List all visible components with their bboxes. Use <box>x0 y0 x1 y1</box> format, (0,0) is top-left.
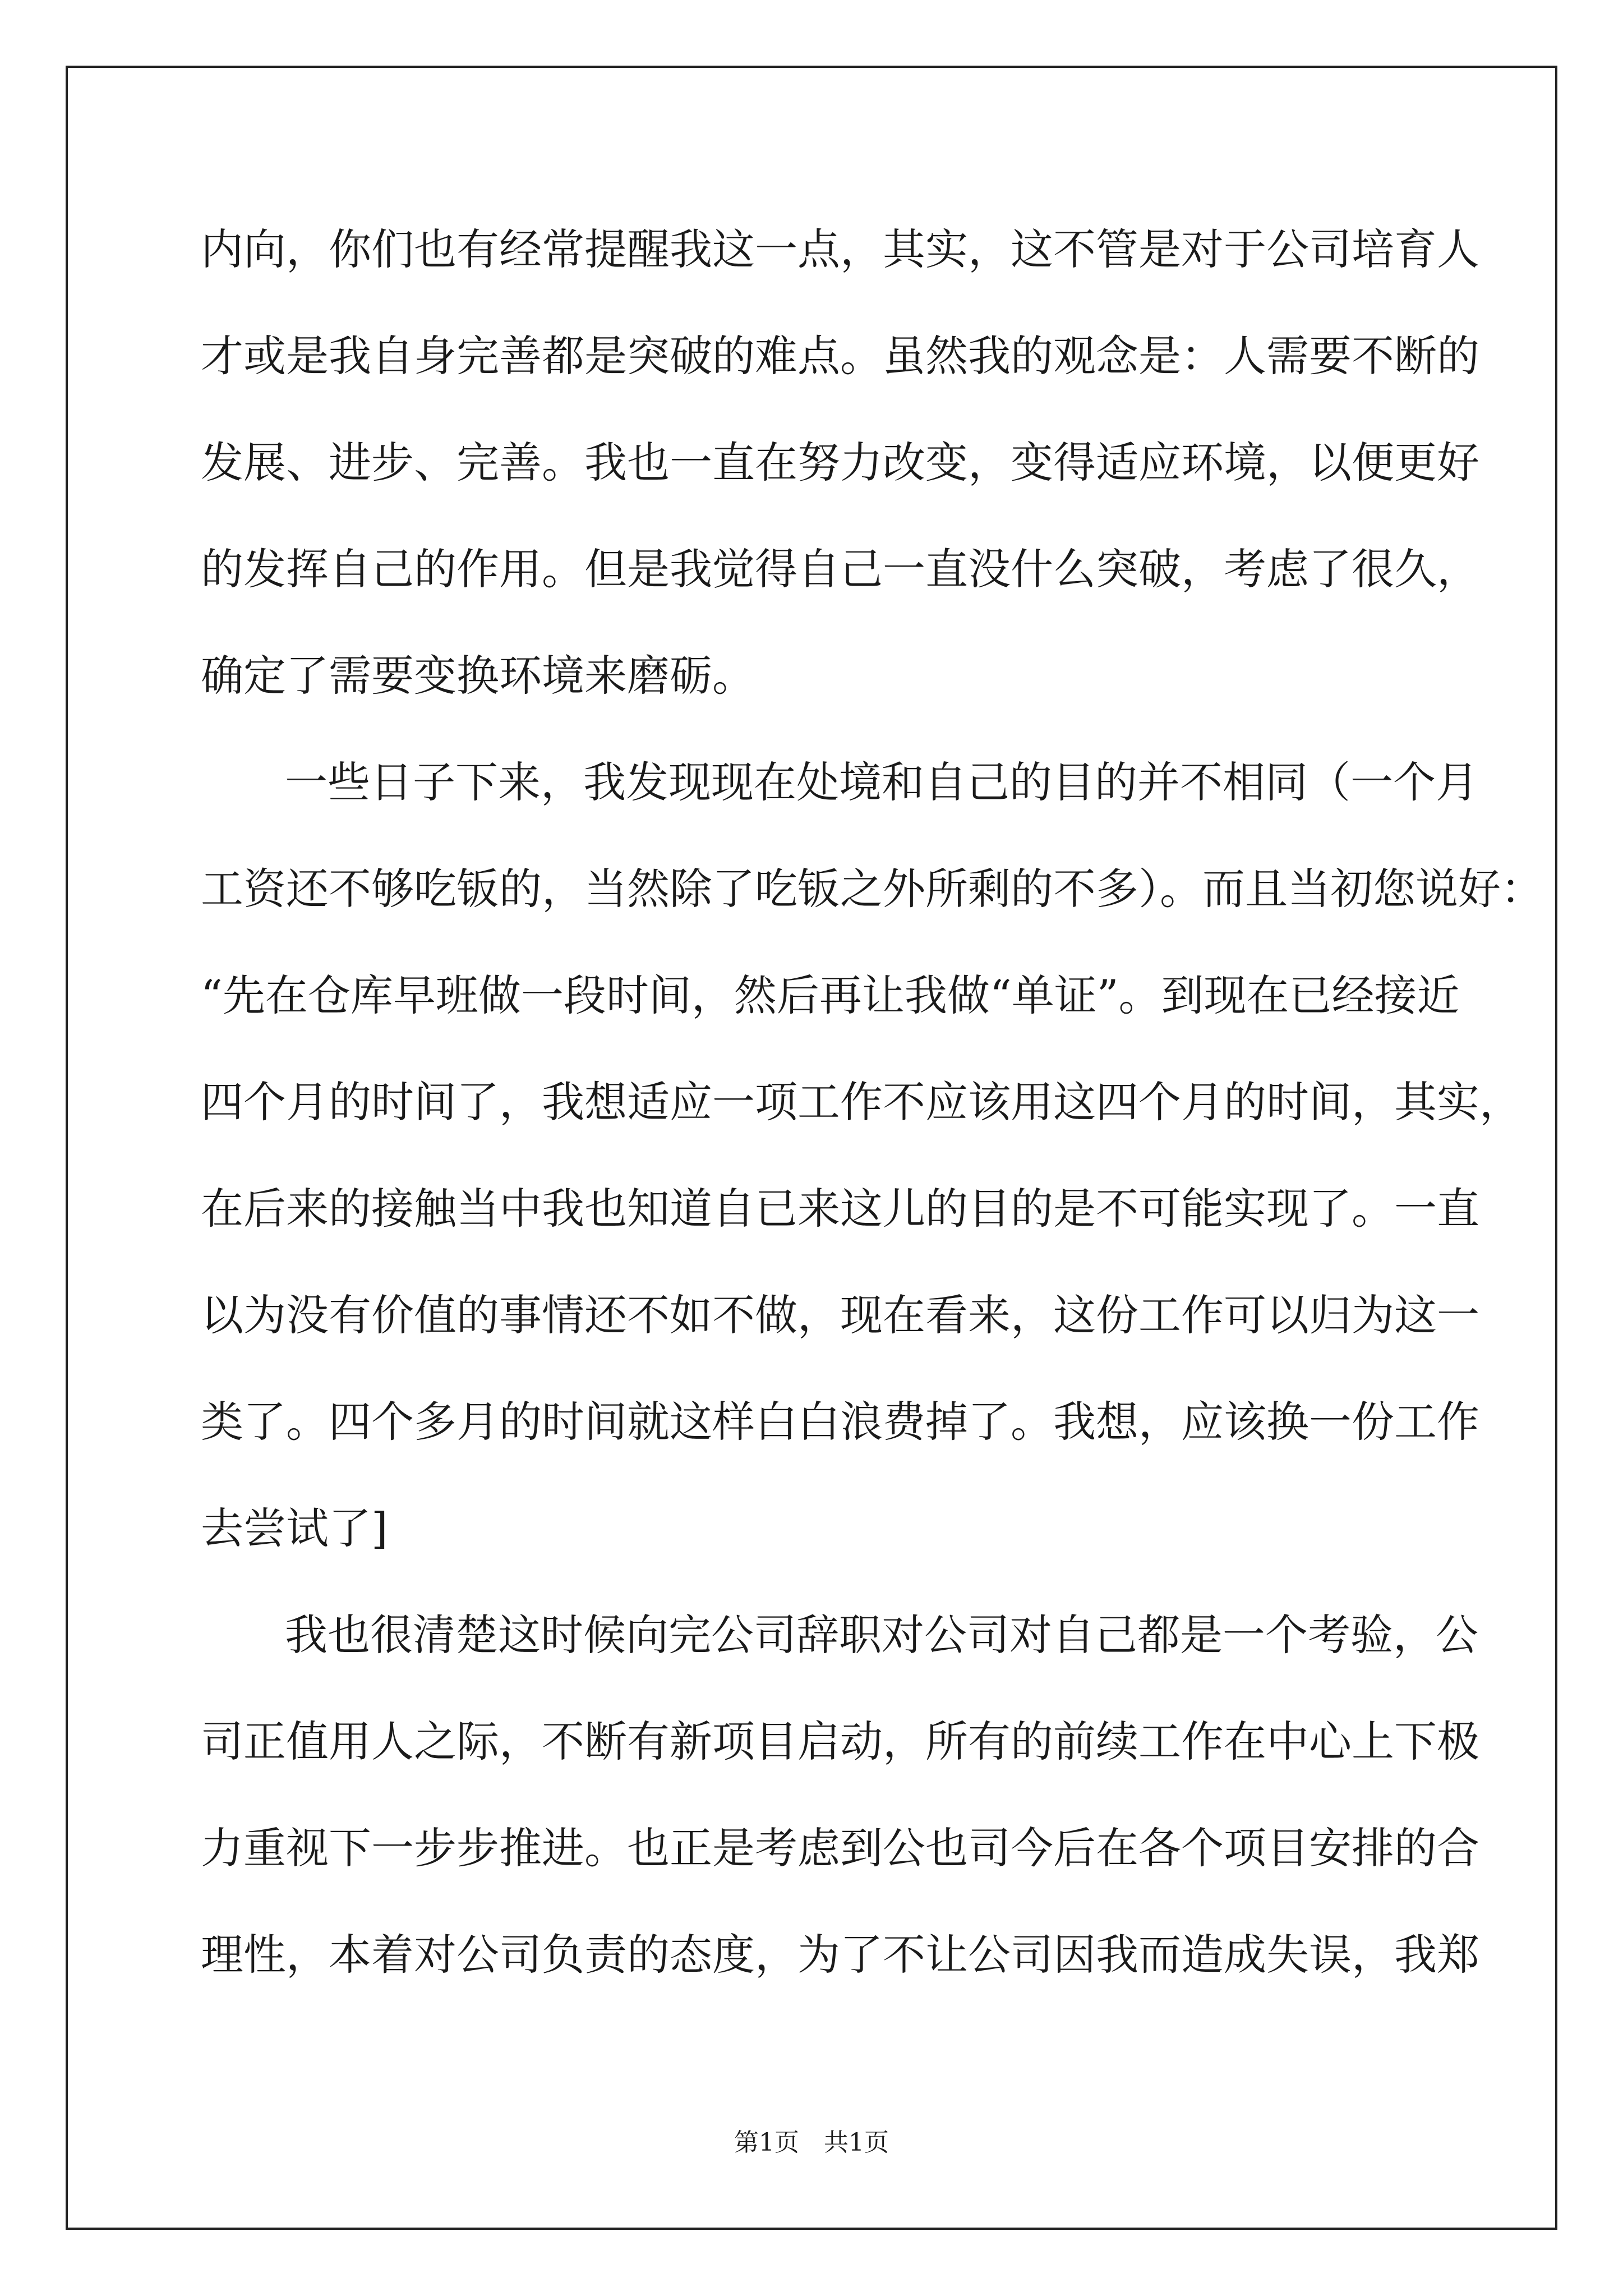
text-line: 以为没有价值的事情还不如不做，现在看来，这份工作可以归为这一 <box>201 1290 1479 1340</box>
text-line: 司正值用人之际，不断有新项目启动，所有的前续工作在中心上下极 <box>201 1717 1479 1766</box>
text-line: 发展、进步、完善。我也一直在努力改变，变得适应环境，以便更好 <box>201 438 1479 487</box>
text-line: 才或是我自身完善都是突破的难点。虽然我的观念是：人需要不断的 <box>201 331 1479 381</box>
text-line: 力重视下一步步推进。也正是考虑到公也司今后在各个项目安排的合 <box>201 1823 1479 1873</box>
text-line: 的发挥自己的作用。但是我觉得自己一直没什么突破，考虑了很久， <box>201 544 1479 594</box>
text-line: 去尝试了] <box>201 1503 388 1553</box>
text-line: 四个月的时间了，我想适应一项工作不应该用这四个月的时间，其实， <box>201 1077 1522 1127</box>
text-line: 类了。四个多月的时间就这样白白浪费掉了。我想，应该换一份工作 <box>201 1397 1479 1447</box>
paragraph-first-line: 我也很清楚这时候向完公司辞职对公司对自己都是一个考验，公 <box>285 1610 1478 1660</box>
paragraph-first-line: 一些日子下来，我发现现在处境和自己的目的并不相同（一个月 <box>285 757 1478 807</box>
text-line: 在后来的接触当中我也知道自已来这儿的目的是不可能实现了。一直 <box>201 1184 1479 1234</box>
text-line: 确定了需要变换环境来磨砺。 <box>201 651 755 701</box>
text-line: 内向，你们也有经常提醒我这一点，其实，这不管是对于公司培育人 <box>201 224 1479 274</box>
text-line: 理性，本着对公司负责的态度，为了不让公司因我而造成失误，我郑 <box>201 1930 1479 1980</box>
text-line: “先在仓库早班做一段时间，然后再让我做“单证”。到现在已经接近 <box>201 970 1460 1020</box>
text-line: 工资还不够吃钣的，当然除了吃钣之外所剩的不多）。而且当初您说好： <box>201 864 1543 914</box>
page-number-footer: 第1页 共1页 <box>734 2128 889 2157</box>
